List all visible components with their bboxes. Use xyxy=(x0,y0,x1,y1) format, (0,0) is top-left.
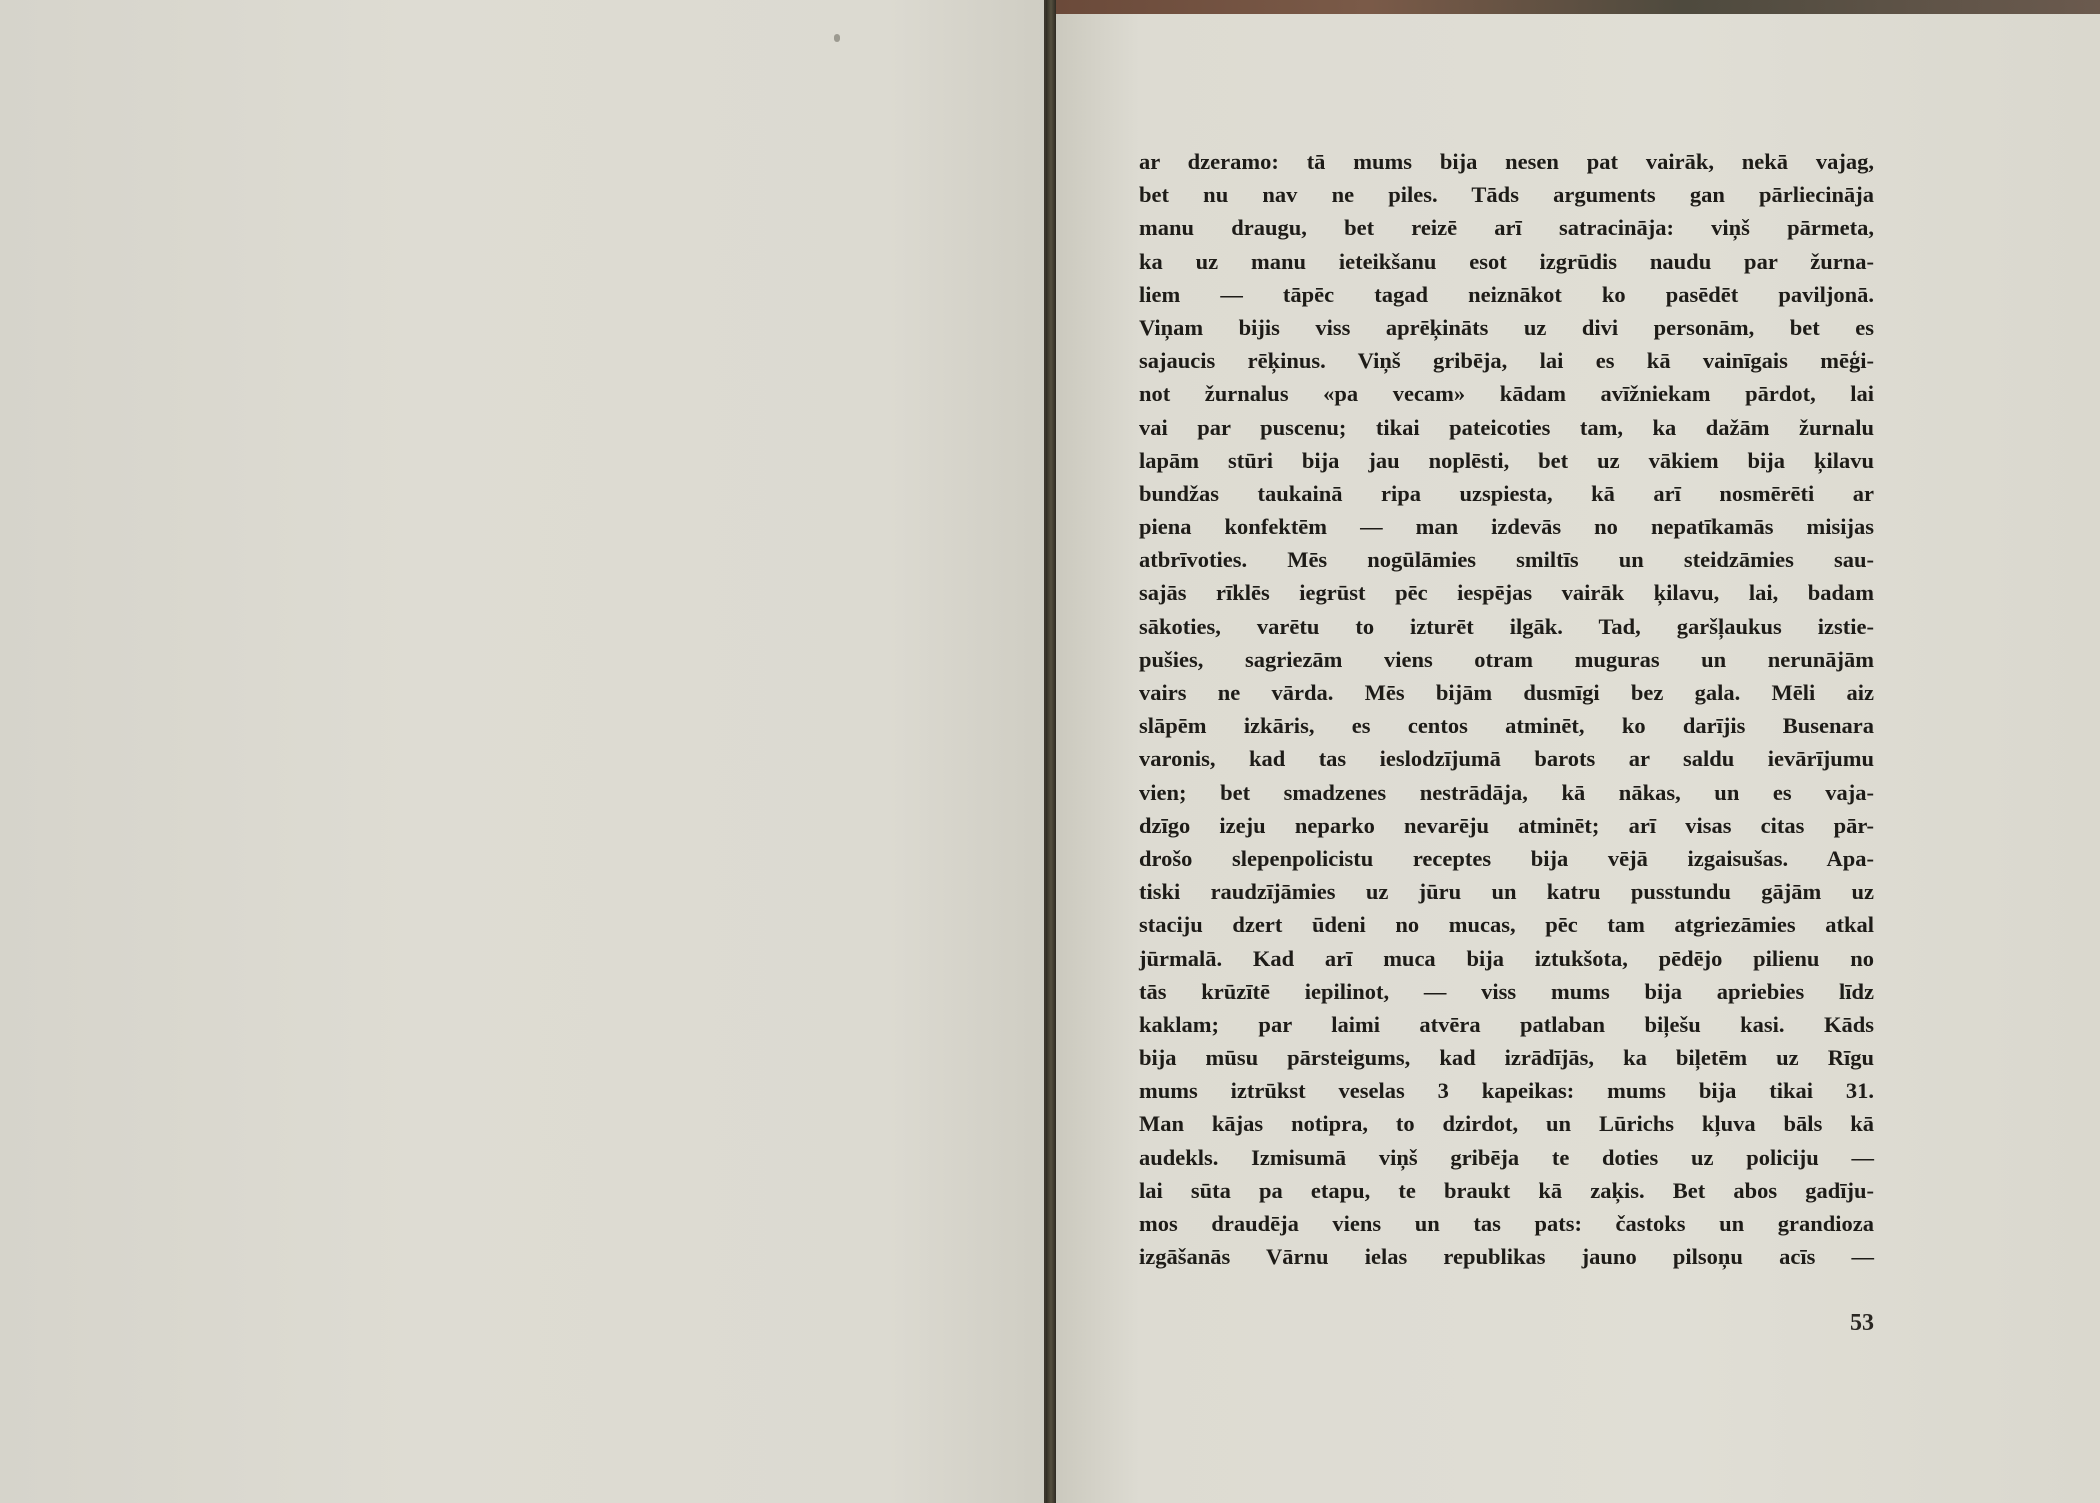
text-line: liem — tāpēc tagad neiznākot ko pasēdēt paviljonā. xyxy=(1139,281,1874,307)
text-line: drošo slepenpolicistu receptes bija vējā izgaisušas. Apa- xyxy=(1139,845,1874,871)
text-line: ka uz manu ieteikšanu esot izgrūdis naudu par žurna- xyxy=(1139,248,1874,274)
page-number: 53 xyxy=(1850,1310,1874,1336)
text-line: atbrīvoties. Mēs nogūlāmies smiltīs un steidzāmies sau- xyxy=(1139,547,1874,573)
text-line: tiski raudzījāmies uz jūru un katru pusstundu gājām uz xyxy=(1139,879,1874,905)
text-line: mos draudēja viens un tas pats: častoks un grandioza xyxy=(1139,1211,1874,1236)
left-page-blank xyxy=(0,0,1046,1503)
book-gutter xyxy=(1046,0,1056,1503)
text-line: slāpēm izkāris, es centos atminēt, ko darījis Busenara xyxy=(1139,713,1874,739)
text-line: not žurnalus «pa vecam» kādam avīžniekam pārdot, lai xyxy=(1139,381,1874,407)
page-top-edge xyxy=(1056,0,2100,14)
text-line: lai sūta pa etapu, te braukt kā zaķis. Bet abos gadīju- xyxy=(1139,1177,1874,1203)
text-line: bet nu nav ne piles. Tāds arguments gan pārliecināja xyxy=(1139,182,1874,208)
text-line: vien; bet smadzenes nestrādāja, kā nākas, un es vaja- xyxy=(1139,779,1874,805)
text-line: Viņam bijis viss aprēķināts uz divi personām, bet es xyxy=(1139,314,1874,340)
text-line: ar dzeramo: tā mums bija nesen pat vairāk, nekā vajag, xyxy=(1139,149,1874,174)
text-line: piena konfektēm — man izdevās no nepatīkamās misijas xyxy=(1139,514,1874,540)
text-line: sajās rīklēs iegrūst pēc iespējas vairāk ķilavu, lai, badam xyxy=(1139,580,1874,606)
text-line: vairs ne vārda. Mēs bijām dusmīgi bez gala. Mēli aiz xyxy=(1139,680,1874,705)
text-line: Man kājas notipra, to dzirdot, un Lūrichs kļuva bāls kā xyxy=(1139,1111,1874,1137)
text-line: staciju dzert ūdeni no mucas, pēc tam atgriezāmies atkal xyxy=(1139,912,1874,938)
text-line: audekls. Izmisumā viņš gribēja te doties uz policiju — xyxy=(1139,1144,1874,1170)
paper-speck xyxy=(834,34,840,42)
text-line: mums iztrūkst veselas 3 kapeikas: mums bija tikai 31. xyxy=(1139,1078,1874,1104)
text-line: bundžas taukainā ripa uzspiesta, kā arī nosmērēti ar xyxy=(1139,480,1874,506)
text-line: bija mūsu pārsteigums, kad izrādījās, ka biļetēm uz Rīgu xyxy=(1139,1045,1874,1071)
text-line: izgāšanās Vārnu ielas republikas jauno pilsoņu acīs — xyxy=(1139,1244,1874,1270)
text-line: tās krūzītē iepilinot, — viss mums bija apriebies līdz xyxy=(1139,978,1874,1004)
text-line: manu draugu, bet reizē arī satracināja: viņš pārmeta, xyxy=(1139,215,1874,241)
text-line: vai par puscenu; tikai pateicoties tam, ka dažām žurnalu xyxy=(1139,414,1874,440)
text-line: jūrmalā. Kad arī muca bija iztukšota, pēdējo pilienu no xyxy=(1139,945,1874,971)
text-line: dzīgo izeju neparko nevarēju atminēt; arī visas citas pār- xyxy=(1139,812,1874,838)
text-line: lapām stūri bija jau noplēsti, bet uz vākiem bija ķilavu xyxy=(1139,447,1874,473)
body-text xyxy=(1139,145,1874,1273)
text-line: varonis, kad tas ieslodzījumā barots ar saldu ievārījumu xyxy=(1139,746,1874,772)
text-line: sajaucis rēķinus. Viņš gribēja, lai es kā vainīgais mēģi- xyxy=(1139,348,1874,374)
text-line: sākoties, varētu to izturēt ilgāk. Tad, garšļaukus izstie- xyxy=(1139,613,1874,639)
text-line: kaklam; par laimi atvēra patlaban biļešu kasi. Kāds xyxy=(1139,1011,1874,1037)
text-line: pušies, sagriezām viens otram muguras un nerunājām xyxy=(1139,646,1874,672)
